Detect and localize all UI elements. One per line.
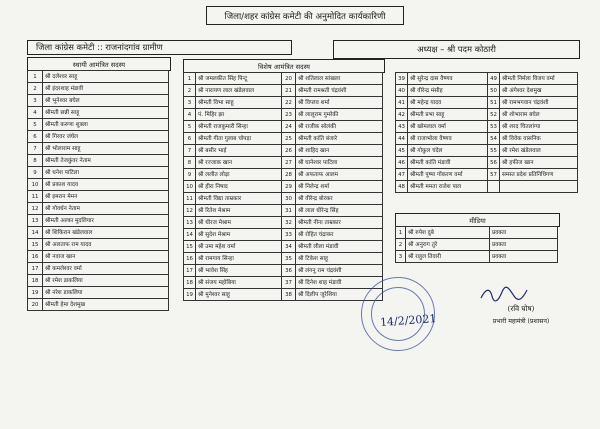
member-name: श्रीमती ममता राजेश पाल <box>408 181 488 193</box>
member-number: 7 <box>184 145 196 157</box>
member-number: 56 <box>488 157 500 169</box>
member-name: श्रीमती गीता गुलाब चोपड़ा <box>196 133 282 145</box>
member-number: 16 <box>184 253 196 265</box>
member-number: 8 <box>184 157 196 169</box>
member-number: 1 <box>28 71 43 83</box>
member-name: श्री रामभगवान चंद्रवंशी <box>500 97 578 109</box>
member-number: 14 <box>28 227 43 239</box>
table-row <box>28 107 169 119</box>
member-role: प्रवक्ता <box>490 227 558 239</box>
member-number: 44 <box>396 133 408 145</box>
table-row <box>184 265 383 277</box>
member-number: 20 <box>28 299 43 311</box>
member-number: 5 <box>28 119 43 131</box>
member-number: 19 <box>184 289 196 301</box>
member-name: श्री शतिलाल सांखला <box>296 73 383 85</box>
member-number: 10 <box>184 181 196 193</box>
signatory-name: (रवि घोष) <box>507 304 535 313</box>
permanent-members-table <box>27 70 169 311</box>
table-row <box>28 95 169 107</box>
member-name: श्री कमलेश्वर वर्मा <box>43 263 169 275</box>
table-row <box>28 119 169 131</box>
table-row <box>28 275 169 287</box>
page-title: जिला/शहर कांग्रेस कमेटी की अनुमोदित कार्यकारिणी <box>206 6 404 25</box>
member-number: 9 <box>28 167 43 179</box>
member-number: 35 <box>282 253 296 265</box>
member-number: 21 <box>282 85 296 97</box>
member-name: श्रीमती हेमा देशमुख <box>43 299 169 311</box>
member-name: श्री इंदरशाह मंडावी <box>43 83 169 95</box>
member-number: 17 <box>184 265 196 277</box>
table-row <box>184 157 383 169</box>
member-number: 17 <box>28 263 43 275</box>
member-number: 3 <box>28 95 43 107</box>
member-name: श्रीमती कांति बंजारे <box>296 133 383 145</box>
member-number: 6 <box>184 133 196 145</box>
table-row <box>28 287 169 299</box>
member-number: 45 <box>396 145 408 157</box>
member-number: 52 <box>488 109 500 121</box>
table-row <box>28 155 169 167</box>
table-row <box>184 181 383 193</box>
member-name: श्री धीरज मेश्राम <box>196 217 282 229</box>
member-name: श्री महेन्द्र यादव <box>408 97 488 109</box>
table-row <box>28 143 169 155</box>
member-number: 18 <box>184 277 196 289</box>
member-number: 28 <box>282 169 296 181</box>
member-name: श्री शाहिद खान <box>296 145 383 157</box>
member-number: 38 <box>282 289 296 301</box>
table-row <box>28 239 169 251</box>
member-name: श्री निलेन्द्र शर्मा <box>296 181 383 193</box>
member-name: श्री मुनेश्वर साहू <box>196 289 282 301</box>
member-number: 41 <box>396 97 408 109</box>
member-name: श्री राजाभोला वैष्णव <box>408 133 488 145</box>
member-number: 20 <box>282 73 296 85</box>
committee-header: जिला कांग्रेस कमेटी :: राजनांदगांव ग्रामीण <box>27 40 292 55</box>
member-number: 8 <box>28 155 43 167</box>
member-number: 32 <box>282 217 296 229</box>
member-name: श्री नारायण लाल खंडेलवाल <box>196 85 282 97</box>
signature-mark <box>478 284 530 304</box>
member-number: 31 <box>282 205 296 217</box>
member-number: 7 <box>28 143 43 155</box>
member-name: श्रीमती अल्का मुदलियार <box>43 215 169 227</box>
member-name: श्री राजीक सोलंकी <box>296 121 383 133</box>
table-row <box>396 181 578 193</box>
table-row <box>184 229 383 241</box>
member-number <box>488 181 500 193</box>
table-row <box>396 97 578 109</box>
member-number: 49 <box>488 73 500 85</box>
member-number: 29 <box>282 181 296 193</box>
member-number: 5 <box>184 121 196 133</box>
table-row <box>184 145 383 157</box>
member-number: 9 <box>184 169 196 181</box>
member-name: श्री अनुराग तुरे <box>406 239 490 251</box>
member-name: श्री बसीर भाई <box>196 145 282 157</box>
member-name: श्री गिरवर जंघेल <box>43 131 169 143</box>
member-number: 1 <box>184 73 196 85</box>
member-number: 25 <box>282 133 296 145</box>
member-role: प्रवक्ता <box>490 239 558 251</box>
member-number: 13 <box>184 217 196 229</box>
table-row <box>184 85 383 97</box>
table-row <box>184 253 383 265</box>
member-name: श्री हफीज खान <box>500 157 578 169</box>
member-name: श्री नवाज खान <box>43 251 169 263</box>
member-name: श्री लंगनू राम चंद्रवंशी <box>296 265 383 277</box>
member-number: 4 <box>184 109 196 121</box>
table-row <box>28 167 169 179</box>
member-number: 26 <box>282 145 296 157</box>
table-row <box>396 73 578 85</box>
member-name: श्री रामगाय सिन्हा <box>196 253 282 265</box>
member-name: श्री रमेश डाकलिया <box>43 275 169 287</box>
member-name: श्रीमती विभा साहू <box>196 97 282 109</box>
table-row <box>28 191 169 203</box>
table-row <box>28 131 169 143</box>
member-name: श्रीमती पुष्पा गोंकरण वर्मा <box>408 169 488 181</box>
member-number: 50 <box>488 85 500 97</box>
table-row <box>396 85 578 97</box>
member-number: 11 <box>184 193 196 205</box>
member-number: 47 <box>396 169 408 181</box>
member-name: श्री राहुल तिवारी <box>406 251 490 263</box>
member-number: 18 <box>28 275 43 287</box>
special-members-title: विशेष आमंत्रित सदस्य <box>183 59 385 73</box>
table-row <box>184 97 383 109</box>
member-name: श्री शोभाराम बघेल <box>500 109 578 121</box>
table-row <box>396 121 578 133</box>
table-row <box>184 109 383 121</box>
table-row <box>28 263 169 275</box>
member-name: श्री वीरेन्द्र मंसीह <box>408 85 488 97</box>
member-number: 6 <box>28 131 43 143</box>
table-row <box>28 227 169 239</box>
member-name: श्री प्रकाश यादव <box>43 179 169 191</box>
table-row <box>184 217 383 229</box>
member-name: श्रीमती विद्या ताम्रकार <box>196 193 282 205</box>
table-row <box>184 169 383 181</box>
member-name: श्री भोलाराम साहू <box>43 143 169 155</box>
member-number: 12 <box>28 203 43 215</box>
member-number: 2 <box>184 85 196 97</box>
table-row <box>184 133 383 145</box>
member-number: 10 <box>28 179 43 191</box>
member-name: श्रीमती तेजकुंवर नेताम <box>43 155 169 167</box>
special-members-table-a <box>183 72 383 301</box>
member-number: 11 <box>28 191 43 203</box>
table-row <box>184 289 383 301</box>
member-name: श्रीमती प्रभा साहू <box>408 109 488 121</box>
member-number: 40 <box>396 85 408 97</box>
member-name: श्री अंगेश्वर देशमुख <box>500 85 578 97</box>
table-row <box>396 109 578 121</box>
member-name: श्री भावेश सिंह <box>196 265 282 277</box>
table-row <box>396 239 558 251</box>
member-name: श्री भुनेश्वर बघेल <box>43 95 169 107</box>
table-row <box>396 251 558 263</box>
table-row <box>184 193 383 205</box>
table-row <box>184 121 383 133</box>
member-name: श्री गोवर्धन नेताम <box>43 203 169 215</box>
table-row <box>28 299 169 311</box>
member-number: 55 <box>488 145 500 157</box>
member-name: श्री जमलकीत सिंह पिन्टू <box>196 73 282 85</box>
member-name: श्रीमती नीना ताम्रकार <box>296 217 383 229</box>
member-name: श्री अलताफ राम यादव <box>43 239 169 251</box>
member-name: श्रीमती राजकुमारी सिन्हा <box>196 121 282 133</box>
member-name: श्री संजय महोबिया <box>196 277 282 289</box>
president-header: अध्यक्ष – श्री पदम कोठारी <box>333 40 580 59</box>
table-row <box>28 203 169 215</box>
member-number: 36 <box>282 265 296 277</box>
member-name: श्री लालूराम गुमरेकी <box>296 109 383 121</box>
member-name: श्री सुदेश मेश्राम <box>196 229 282 241</box>
member-name: श्री सुरेन्द्र दास वैष्णव <box>408 73 488 85</box>
member-name: श्री दिलीप जुरेशिया <box>296 289 383 301</box>
member-number: 3 <box>396 251 406 263</box>
table-row <box>28 215 169 227</box>
member-name: श्री उमा महेश वर्मा <box>196 241 282 253</box>
member-number: 48 <box>396 181 408 193</box>
member-number: 2 <box>28 83 43 95</box>
member-name: श्री वीरेन्द्र बोरकर <box>296 193 383 205</box>
table-row <box>396 133 578 145</box>
member-number: 19 <box>28 287 43 299</box>
signatory-title: प्रभारी महामंत्री (प्रशासन) <box>492 318 550 325</box>
member-number: 43 <box>396 121 408 133</box>
member-name <box>500 181 578 193</box>
member-name: श्री खोमलाल वर्मा <box>408 121 488 133</box>
member-number: 22 <box>282 97 296 109</box>
member-number: 30 <box>282 193 296 205</box>
member-name: श्रीमती छन्नी साहू <box>43 107 169 119</box>
table-row <box>184 73 383 85</box>
member-name: श्रीमती लीला मंडावी <box>296 241 383 253</box>
member-name: श्री रमेश खंडेलवाल <box>500 145 578 157</box>
member-name: श्री अफताफ आलम <box>296 169 383 181</box>
table-row <box>28 83 169 95</box>
table-row <box>28 179 169 191</box>
member-name: श्री दिनेश शाह मंडावी <box>296 277 383 289</box>
member-name: श्रीमती रामश्रती चंद्रवंशी <box>296 85 383 97</box>
signature-block <box>476 302 566 325</box>
member-number: 51 <box>488 97 500 109</box>
member-name: श्री घानेश्वर पाटिला <box>296 157 383 169</box>
member-number: 12 <box>184 205 196 217</box>
table-row <box>396 227 558 239</box>
table-row <box>28 251 169 263</box>
special-members-table-b <box>395 72 578 193</box>
member-role: प्रवक्ता <box>490 251 558 263</box>
member-name: श्रीमती कांति मंडावी <box>408 157 488 169</box>
member-number: 39 <box>396 73 408 85</box>
table-row <box>184 205 383 217</box>
member-number: 34 <box>282 241 296 253</box>
stamp-date: 14/2/2021 <box>379 312 437 329</box>
member-number: 4 <box>28 107 43 119</box>
member-name: श्री ललीत लोढ़ा <box>196 169 282 181</box>
table-row <box>184 241 383 253</box>
member-name: श्री शिकिरान खंडेलवाल <box>43 227 169 239</box>
member-number: 33 <box>282 229 296 241</box>
member-number: 15 <box>28 239 43 251</box>
member-name: श्री रितेश मेश्राम <box>196 205 282 217</box>
table-row <box>396 157 578 169</box>
member-name: श्री विप्लव शर्मा <box>296 97 383 109</box>
media-table <box>395 226 558 263</box>
table-row <box>28 71 169 83</box>
member-name: श्री रोहित चंद्राकर <box>296 229 383 241</box>
member-number: 16 <box>28 251 43 263</box>
member-name: श्री रुपेश दुबे <box>406 227 490 239</box>
member-name: श्री रज्जाक खान <box>196 157 282 169</box>
table-row <box>396 169 578 181</box>
member-name: श्री धनेश पाटिला <box>43 167 169 179</box>
member-name: श्री गोकुल चंदेल <box>408 145 488 157</box>
member-number: 14 <box>184 229 196 241</box>
permanent-members-title: स्थायी आमंत्रित सदस्य <box>27 57 171 71</box>
table-row <box>396 145 578 157</box>
member-number: 46 <box>396 157 408 169</box>
member-number: 53 <box>488 121 500 133</box>
member-name: श्री लाल धीरेन्द्र सिंह <box>296 205 383 217</box>
member-number: 42 <box>396 109 408 121</box>
member-number: 54 <box>488 133 500 145</box>
media-title: मीडिया <box>395 213 560 227</box>
member-name: श्री शरद चितलांग्या <box>500 121 578 133</box>
member-name: श्री नरेश डाकलिया <box>43 287 169 299</box>
member-number: 15 <box>184 241 196 253</box>
member-name: श्री दलेश्वर साहू <box>43 71 169 83</box>
member-name: श्रीमती करुणा शुक्ला <box>43 119 169 131</box>
member-number: 13 <box>28 215 43 227</box>
member-name: समस्त प्रदेश प्रतिनिधिगण <box>500 169 578 181</box>
member-number: 37 <box>282 277 296 289</box>
member-number: 24 <box>282 121 296 133</box>
member-name: पं. मिहिर झा <box>196 109 282 121</box>
member-number: 27 <box>282 157 296 169</box>
member-number: 23 <box>282 109 296 121</box>
member-name: श्रीमती निर्मला विजय वर्मा <box>500 73 578 85</box>
member-number: 57 <box>488 169 500 181</box>
member-name: श्री विवेक वासनिक <box>500 133 578 145</box>
member-number: 2 <box>396 239 406 251</box>
member-number: 3 <box>184 97 196 109</box>
member-name: श्री टिकेश साहू <box>296 253 383 265</box>
member-name: श्री इमरान मेमन <box>43 191 169 203</box>
member-name: श्री हीरा निषाद <box>196 181 282 193</box>
member-number: 1 <box>396 227 406 239</box>
table-row <box>184 277 383 289</box>
